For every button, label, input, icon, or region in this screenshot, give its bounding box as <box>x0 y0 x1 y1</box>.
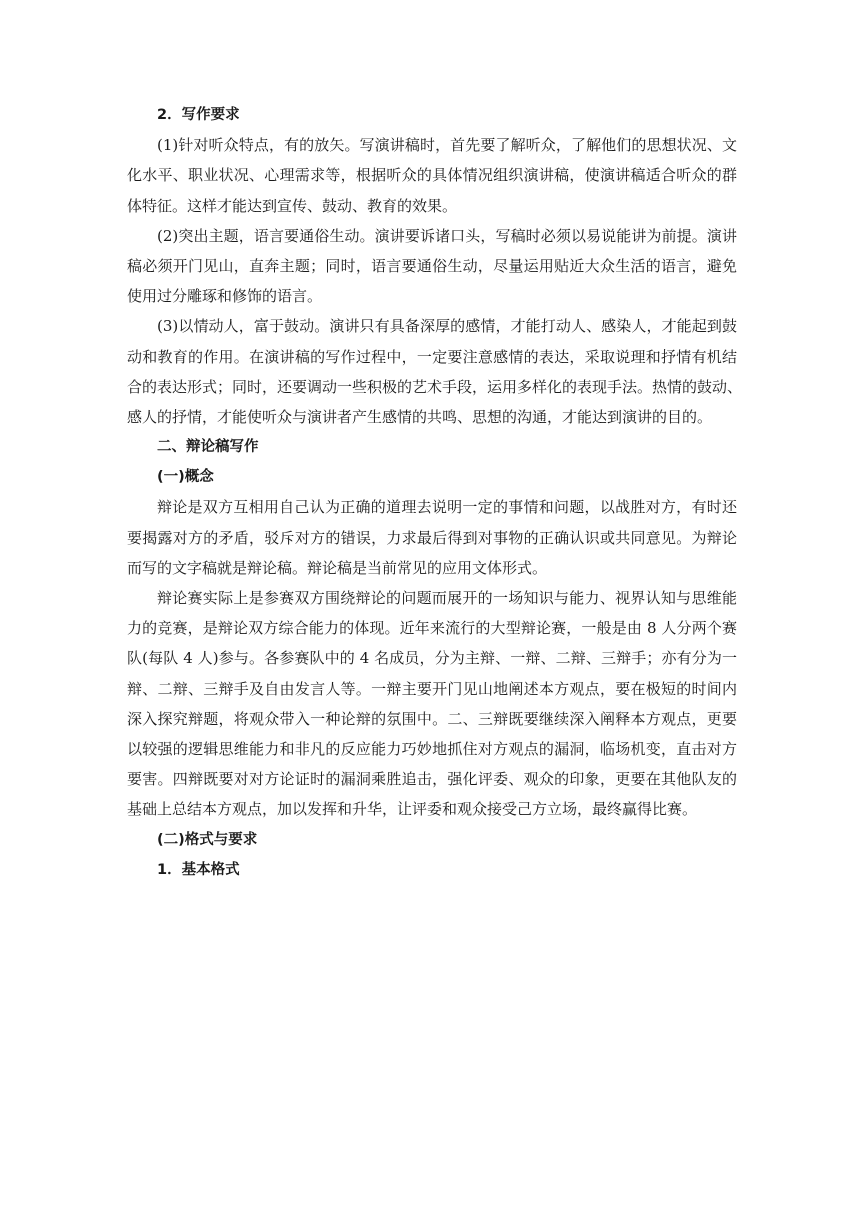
paragraph-line: 体特征。这样才能达到宣传、鼓动、教育的效果。 <box>127 196 458 215</box>
heading-basic-format: 1．基本格式 <box>157 861 240 878</box>
paragraph-line: 动和教育的作用。在演讲稿的写作过程中，一定要注意感情的表达，采取说理和抒情有机结 <box>127 347 737 366</box>
paragraph-line: 辩、二辩、三辩手及自由发言人等。一辩主要开门见山地阐述本方观点，要在极短的时间内 <box>127 679 737 698</box>
paragraph-theme <box>127 221 737 312</box>
paragraph-line: 队(每队 4 人)参与。各参赛队中的 4 名成员，分为主辩、一辩、二辩、三辩手；亦有分为一 <box>127 649 737 668</box>
paragraph-debate-competition <box>127 583 737 825</box>
paragraph-line: 辩论赛实际上是参赛双方围绕辩论的问题而展开的一场知识与能力、视界认知与思维能 <box>157 589 737 607</box>
paragraph-line: 化水平、职业状况、心理需求等，根据听众的具体情况组织演讲稿，使演讲稿适合听众的群 <box>127 166 737 185</box>
paragraph-line: 使用过分雕琢和修饰的语言。 <box>127 287 323 306</box>
heading-writing-requirements: 2．写作要求 <box>157 107 240 123</box>
paragraph-line: 深入探究辩题，将观众带入一种论辩的氛围中。二、三辩既要继续深入阐释本方观点，更要 <box>127 709 737 728</box>
paragraph-line: 力的竞赛，是辩论双方综合能力的体现。近年来流行的大型辩论赛，一般是由 8 人分两个赛 <box>127 619 737 638</box>
document-body <box>127 100 743 885</box>
heading-debate-writing: 二、辩论稿写作 <box>157 439 259 456</box>
paragraph-line: (1)针对听众特点，有的放矢。写演讲稿时，首先要了解听众，了解他们的思想状况、文 <box>157 136 737 155</box>
paragraph-line: 以较强的逻辑思维能力和非凡的反应能力巧妙地抓住对方观点的漏洞，临场机变，直击对方 <box>127 739 737 758</box>
paragraph-audience <box>127 130 737 221</box>
paragraph-line: 要揭露对方的矛盾，驳斥对方的错误，力求最后得到对事物的正确认识或共同意见。为辩论 <box>127 528 737 547</box>
paragraph-line: 而写的文字稿就是辩论稿。辩论稿是当前常见的应用文体形式。 <box>127 558 548 577</box>
heading-format-requirements: (二)格式与要求 <box>157 831 258 848</box>
paragraph-debate-definition <box>127 492 737 583</box>
paragraph-emotion <box>127 311 743 432</box>
paragraph-line: 感人的抒情，才能使听众与演讲者产生感情的共鸣、思想的沟通，才能达到演讲的目的。 <box>127 407 713 426</box>
paragraph-line: 要害。四辩既要对对方论证时的漏洞乘胜追击，强化评委、观众的印象，更要在其他队友的 <box>127 770 737 789</box>
paragraph-line: 合的表达形式；同时，还要调动一些积极的艺术手段，运用多样化的表现手法。热情的鼓动、 <box>127 377 743 396</box>
paragraph-line: (3)以情动人，富于鼓动。演讲只有具备深厚的感情，才能打动人、感染人，才能起到鼓 <box>157 317 737 336</box>
paragraph-line: 稿必须开门见山，直奔主题；同时，语言要通俗生动，尽量运用贴近大众生活的语言，避免 <box>127 256 737 275</box>
paragraph-line: 基础上总结本方观点，加以发挥和升华，让评委和观众接受己方立场，最终赢得比赛。 <box>127 800 698 819</box>
paragraph-line: 辩论是双方互相用自己认为正确的道理去说明一定的事情和问题，以战胜对方，有时还 <box>157 498 737 517</box>
heading-concept: (一)概念 <box>157 469 214 486</box>
paragraph-line: (2)突出主题，语言要通俗生动。演讲要诉诸口头，写稿时必须以易说能讲为前提。演讲 <box>157 226 737 245</box>
